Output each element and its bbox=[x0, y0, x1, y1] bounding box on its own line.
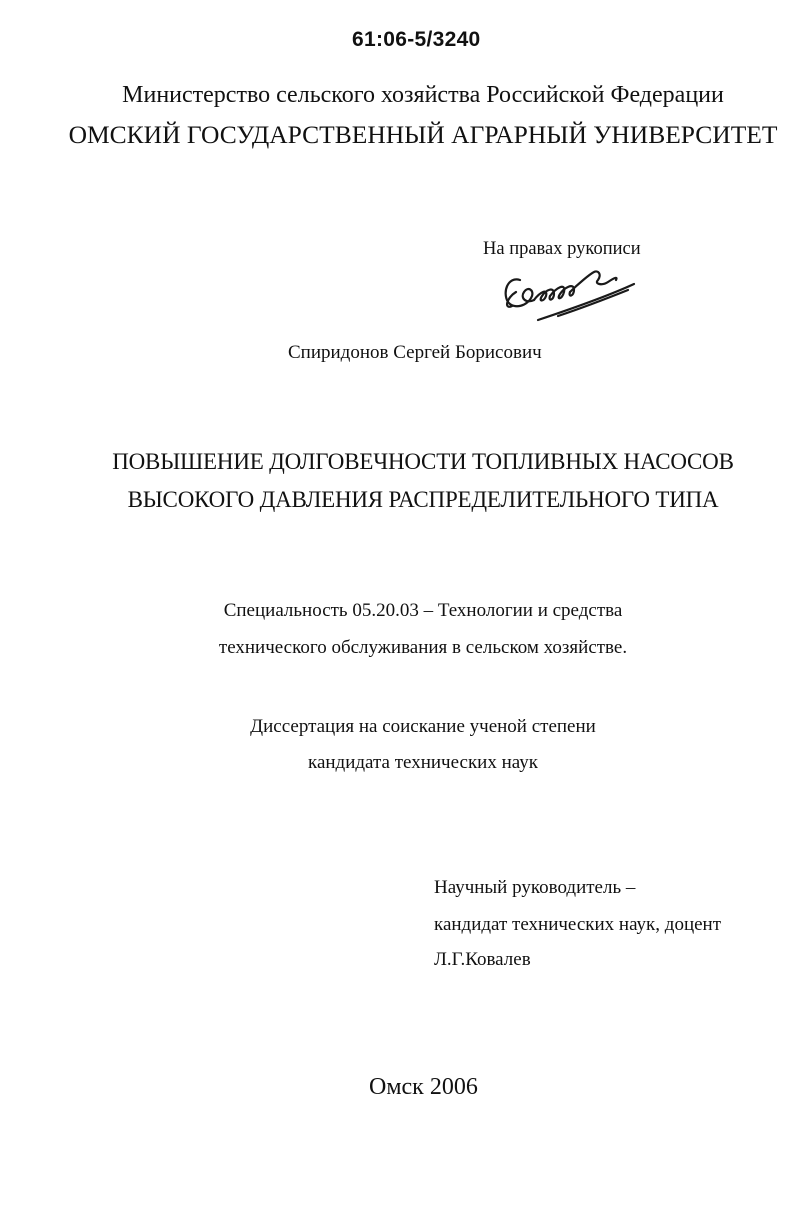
ministry-name: Министерство сельского хозяйства Российской Федерации bbox=[122, 82, 724, 108]
manuscript-rights-note: На правах рукописи bbox=[483, 239, 641, 259]
degree-statement-line-1: Диссертация на соискание ученой степени bbox=[250, 716, 596, 737]
registration-number: 61:06-5/3240 bbox=[352, 28, 481, 51]
author-name: Спиридонов Сергей Борисович bbox=[288, 342, 542, 363]
specialty-line-2: технического обслуживания в сельском хозяйстве. bbox=[218, 637, 628, 658]
dissertation-title-line-1: ПОВЫШЕНИЕ ДОЛГОВЕЧНОСТИ ТОПЛИВНЫХ НАСОСОВ bbox=[112, 449, 734, 474]
university-name: ОМСКИЙ ГОСУДАРСТВЕННЫЙ АГРАРНЫЙ УНИВЕРСИТЕТ bbox=[68, 120, 778, 149]
specialty-line-1: Специальность 05.20.03 – Технологии и средства bbox=[223, 600, 623, 621]
supervisor-role: Научный руководитель – bbox=[434, 877, 636, 898]
supervisor-name: Л.Г.Ковалев bbox=[434, 949, 531, 970]
supervisor-degree: кандидат технических наук, доцент bbox=[434, 914, 722, 935]
city-year: Омск 2006 bbox=[369, 1074, 478, 1100]
author-signature bbox=[498, 262, 643, 326]
degree-statement-line-2: кандидата технических наук bbox=[308, 752, 538, 773]
dissertation-title-line-2: ВЫСОКОГО ДАВЛЕНИЯ РАСПРЕДЕЛИТЕЛЬНОГО ТИПА bbox=[127, 487, 719, 512]
